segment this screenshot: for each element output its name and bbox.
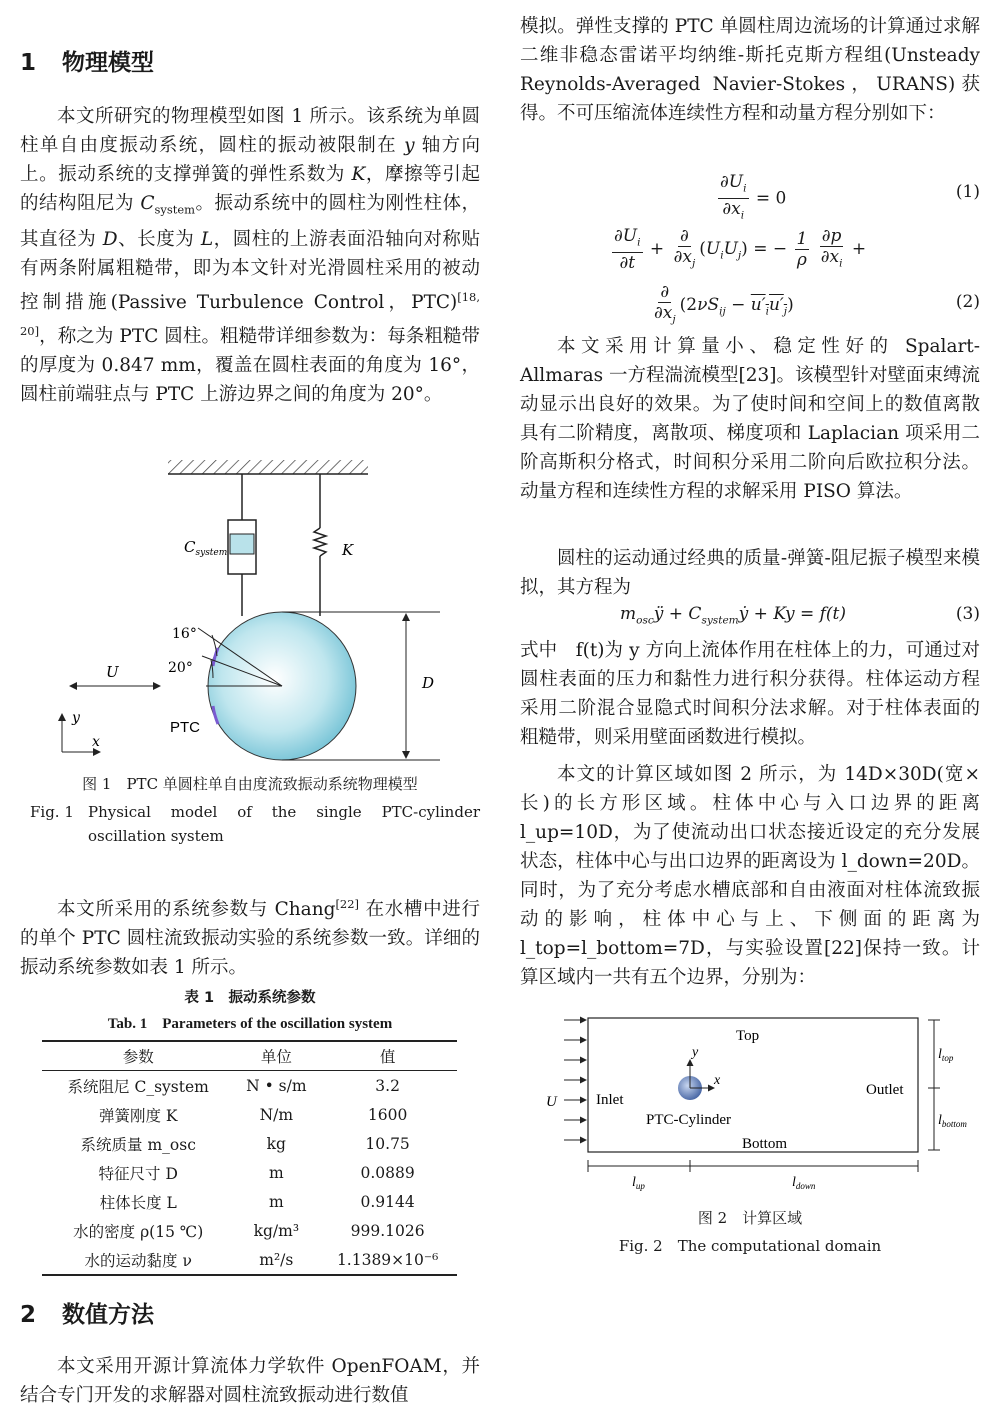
domain-paragraph: 本文的计算区域如图 2 所示，为 14D×30D(宽×长)的长方形区域。柱体中心与入口边界的距离 l_up=10D，为了使流动出口状态接近设定的充分发展状态，柱体中心与出口边界的距离设为 l_down=20D。同时，为了充分考虑水槽底部和自由液面对柱体流致振动的影响，柱体中心与上、下侧面的距离为 l_top=l_bottom=7D，与实验设置[22]保持一致。计算区域内一共有五个边界，分别为： [520,764,980,988]
table-row: 系统质量 m_osc kg 10.75 [80,1134,410,1154]
y-axis-label: y [692,1045,699,1060]
figure-1-diagram [20,452,480,764]
section-1-heading: 1 物理模型 [20,50,154,76]
table-1-title-en: Tab. 1 Parameters of the oscillation system [107,1016,393,1032]
angle-20-label: 20° [168,660,193,676]
angle-16-label: 16° [172,626,197,642]
table-row: 水的运动黏度 ν m²/s 1.1389×10⁻⁶ [42,1245,457,1275]
l-top-label: $l_{top}$ [938,1047,954,1063]
outlet-label: Outlet [866,1082,904,1098]
figure-2-caption-zh: 图 2 计算区域 [697,1209,803,1227]
ptc-label: PTC [170,719,200,736]
figure-2-caption-en: Fig. 2 The computational domain [618,1237,882,1255]
inlet-label: Inlet [596,1092,624,1108]
figure-1-caption-en: Fig. 1 Physical model of the single PTC-cylinder oscillation system [30,803,480,845]
turbulence-model-paragraph: 本文采用计算量小、稳定性好的 Spalart-Allmaras 一方程湍流模型[23]。该模型针对壁面束缚流动显示出良好的效果。为了使时间和空间上的数值离散具有二阶精度，离散项、梯度项和 Laplacian 项采用二阶高斯积分格式，时间积分采用二阶向后欧拉积分法。动量方程和连续性方程的求解采用 PISO 算法。 [520,336,980,502]
d-label: D [422,674,435,692]
inlet-arrows [564,1020,586,1140]
table-row: 水的密度 ρ(15 ℃) kg/m³ 999.1026 [73,1221,425,1241]
ceiling-hatch [168,460,368,474]
figure-2-diagram [520,1006,980,1196]
k-label: K [342,541,354,559]
u-label: U [106,663,119,681]
params-paragraph: 本文所采用的系统参数与 Chang[22] 在水槽中进行的单个 PTC 圆柱流致振动实验的系统参数一致。详细的振动系统参数如表 1 所示。 [20,897,480,979]
cylinder-label: PTC-Cylinder [646,1112,731,1128]
intro-paragraph: 本文所研究的物理模型如图 1 所示。该系统为单圆柱单自由度振动系统，圆柱的振动被限制在 y 轴方向上。振动系统的支撑弹簧的弹性系数为 K，摩擦等引起的结构阻尼为 $C_{system}$。振动系统中的圆柱为刚性柱体，其直径为 D、长度为 L，圆柱的上游表面沿轴向对称贴有两条附属粗糙带，即为本文针对光滑圆柱采用的被动控制措施(Passive Turbulence Control，PTC)[18, 20]，称之为 PTC 圆柱。粗糙带详细参数为：每条粗糙带的厚度为 0.847 mm，覆盖在圆柱表面的角度为 16°，圆柱前端驻点与 PTC 上游边界之间的角度为 20°。 [20,106,480,405]
table-row: 柱体长度 L m 0.9144 [99,1192,415,1212]
figure-1-caption-zh: 图 1 PTC 单圆柱单自由度流致振动系统物理模型 [82,775,418,793]
x-axis-label: x [714,1073,721,1088]
l-down-label: $l_{down}$ [792,1175,816,1191]
parameters-table [42,1040,457,1276]
l-up-label: $l_{up}$ [632,1175,645,1191]
table-row: 系统阻尼 C_system N • s/m 3.2 [67,1076,400,1096]
numerical-method-paragraph: 本文采用开源计算流体力学软件 OpenFOAM，并结合专门开发的求解器对圆柱流致振动进行数值 [20,1356,480,1406]
table-1-title-zh: 表 1 振动系统参数 [184,990,316,1006]
section-2-heading: 2 数值方法 [20,1302,154,1328]
bottom-label: Bottom [742,1136,788,1152]
oscillator-paragraph: 圆柱的运动通过经典的质量-弹簧-阻尼振子模型来模拟，其方程为 [520,548,980,598]
table-row: 弹簧刚度 K N/m 1600 [98,1105,408,1125]
u-label: U [546,1094,557,1110]
top-label: Top [736,1028,760,1044]
x-axis-label: x [92,734,100,750]
spring [314,528,326,556]
csystem-label: $C_{system}$ [184,538,228,558]
urans-paragraph: 模拟。弹性支撑的 PTC 单圆柱周边流场的计算通过求解二维非稳态雷诺平均纳维-斯托克斯方程组(Unsteady Reynolds-Averaged Navier-Stokes，URANS)获得。不可压缩流体连续性方程和动量方程分别如下： [520,16,980,124]
table-header-row: 参数 单位 值 [42,1041,457,1071]
l-bottom-label: $l_{bottom}$ [938,1113,967,1129]
table-row: 特征尺寸 D m 0.0889 [98,1163,415,1183]
force-paragraph: 式中 f(t)为 y 方向上流体作用在柱体上的力，可通过对圆柱表面的压力和黏性力进行积分获得。柱体运动方程采用二阶混合显隐式时间积分法求解。对于柱体表面的粗糙带，则采用壁面函数进行模拟。 [520,640,980,748]
y-axis-label: y [72,710,80,726]
